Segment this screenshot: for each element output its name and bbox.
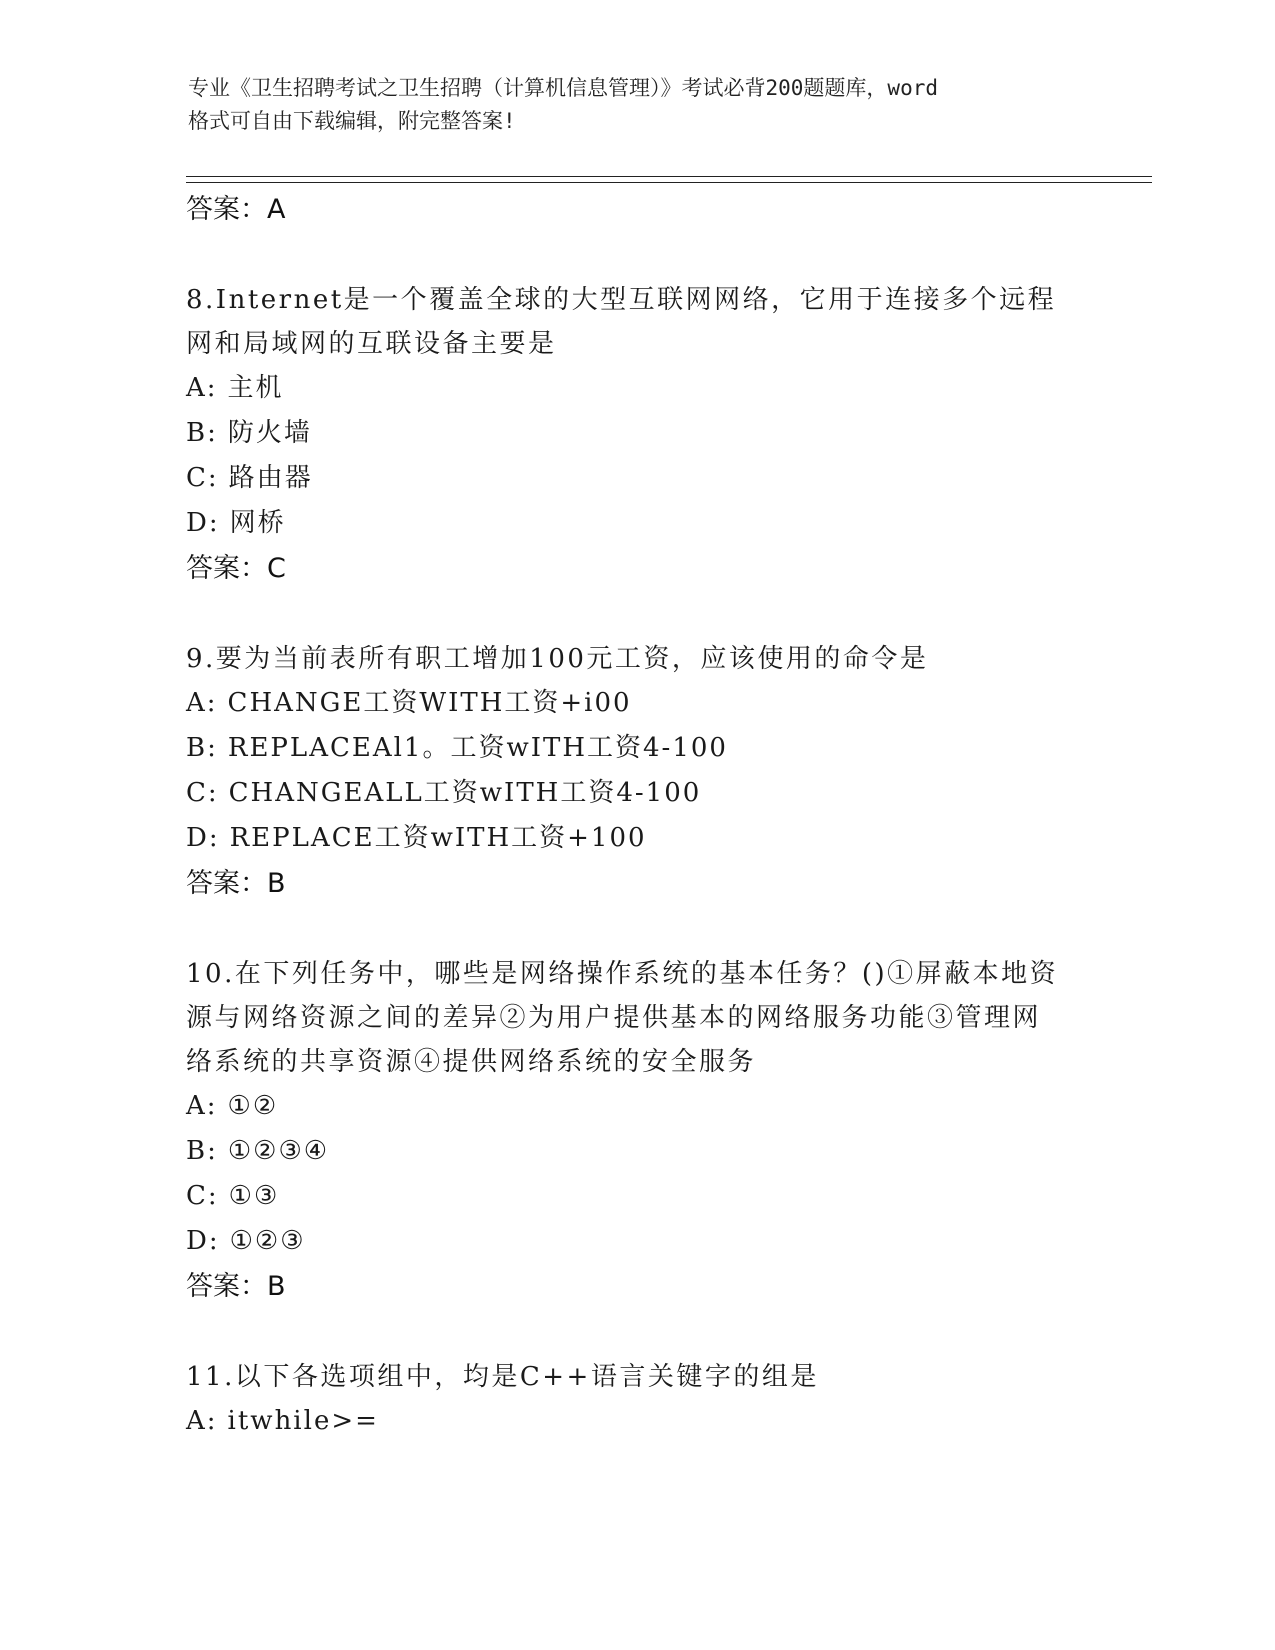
- option-text: ①③: [228, 1181, 280, 1211]
- option-c: [186, 771, 1086, 816]
- question-10: [186, 952, 1086, 1310]
- question-8: [186, 278, 1086, 592]
- option-d: [186, 501, 1086, 546]
- option-a: [186, 681, 1086, 726]
- option-d: [186, 816, 1086, 861]
- question-stem: [186, 637, 1086, 681]
- stem-line: 10.在下列任务中，哪些是网络操作系统的基本任务？()①屏蔽本地资: [186, 959, 1059, 989]
- spacer: [186, 1310, 1086, 1355]
- option-letter: D:: [186, 508, 220, 538]
- option-text: REPLACEAl1。工资wITH工资4-100: [227, 733, 728, 763]
- option-letter: A:: [186, 688, 218, 718]
- question-11: [186, 1355, 1086, 1444]
- option-letter: C:: [186, 778, 219, 808]
- stem-line: 源与网络资源之间的差异②为用户提供基本的网络服务功能③管理网: [186, 1003, 1042, 1033]
- option-text: 防火墙: [227, 418, 312, 448]
- option-text: 路由器: [228, 463, 313, 493]
- option-text: 网桥: [229, 508, 286, 538]
- previous-answer: 答案：A: [186, 194, 286, 225]
- option-text: ①②③: [229, 1226, 306, 1256]
- option-letter: A:: [186, 1406, 218, 1436]
- option-letter: B:: [186, 1136, 218, 1166]
- option-a: [186, 366, 1086, 411]
- answer-label: 答案：B: [186, 1271, 286, 1302]
- stem-line: 11.以下各选项组中，均是C++语言关键字的组是: [186, 1362, 819, 1392]
- option-text: ①②③④: [227, 1136, 330, 1166]
- option-text: CHANGEALL工资wITH工资4-100: [228, 778, 702, 808]
- header-rule-top: [186, 176, 1152, 177]
- answer-label: 答案：B: [186, 868, 286, 899]
- question-stem: [186, 1355, 1086, 1399]
- stem-line: 网和局域网的互联设备主要是: [186, 329, 557, 359]
- option-letter: A:: [186, 1091, 218, 1121]
- option-text: ①②: [227, 1091, 279, 1121]
- option-a: [186, 1399, 1086, 1444]
- option-letter: B:: [186, 418, 218, 448]
- option-letter: C:: [186, 1181, 219, 1211]
- question-list: [186, 187, 1086, 1444]
- question-stem: [186, 952, 1086, 1084]
- question-9: [186, 637, 1086, 907]
- header-rule-bottom: [186, 182, 1152, 183]
- spacer: [186, 233, 1086, 278]
- answer-label: 答案：C: [186, 553, 286, 584]
- option-letter: C:: [186, 463, 219, 493]
- option-d: [186, 1219, 1086, 1264]
- option-b: [186, 726, 1086, 771]
- option-letter: B:: [186, 733, 218, 763]
- option-letter: D:: [186, 823, 220, 853]
- spacer: [186, 592, 1086, 637]
- option-c: [186, 456, 1086, 501]
- option-text: REPLACE工资wITH工资+100: [229, 823, 647, 853]
- spacer: [186, 907, 1086, 952]
- option-b: [186, 1129, 1086, 1174]
- option-letter: A:: [186, 373, 218, 403]
- option-a: [186, 1084, 1086, 1129]
- option-letter: D:: [186, 1226, 220, 1256]
- option-c: [186, 1174, 1086, 1219]
- option-b: [186, 411, 1086, 456]
- stem-line: 络系统的共享资源④提供网络系统的安全服务: [186, 1047, 757, 1077]
- option-text: itwhile>=: [227, 1406, 379, 1436]
- question-stem: [186, 278, 1086, 366]
- header-line-2: 格式可自由下载编辑，附完整答案!: [188, 109, 516, 133]
- option-text: 主机: [227, 373, 284, 403]
- stem-line: 9.要为当前表所有职工增加100元工资，应该使用的命令是: [186, 644, 929, 674]
- document-header: [188, 72, 1088, 138]
- option-text: CHANGE工资WITH工资+i00: [227, 688, 632, 718]
- stem-line: 8.Internet是一个覆盖全球的大型互联网网络，它用于连接多个远程: [186, 285, 1057, 315]
- header-line-1: 专业《卫生招聘考试之卫生招聘（计算机信息管理）》考试必背200题题库，word: [188, 76, 938, 100]
